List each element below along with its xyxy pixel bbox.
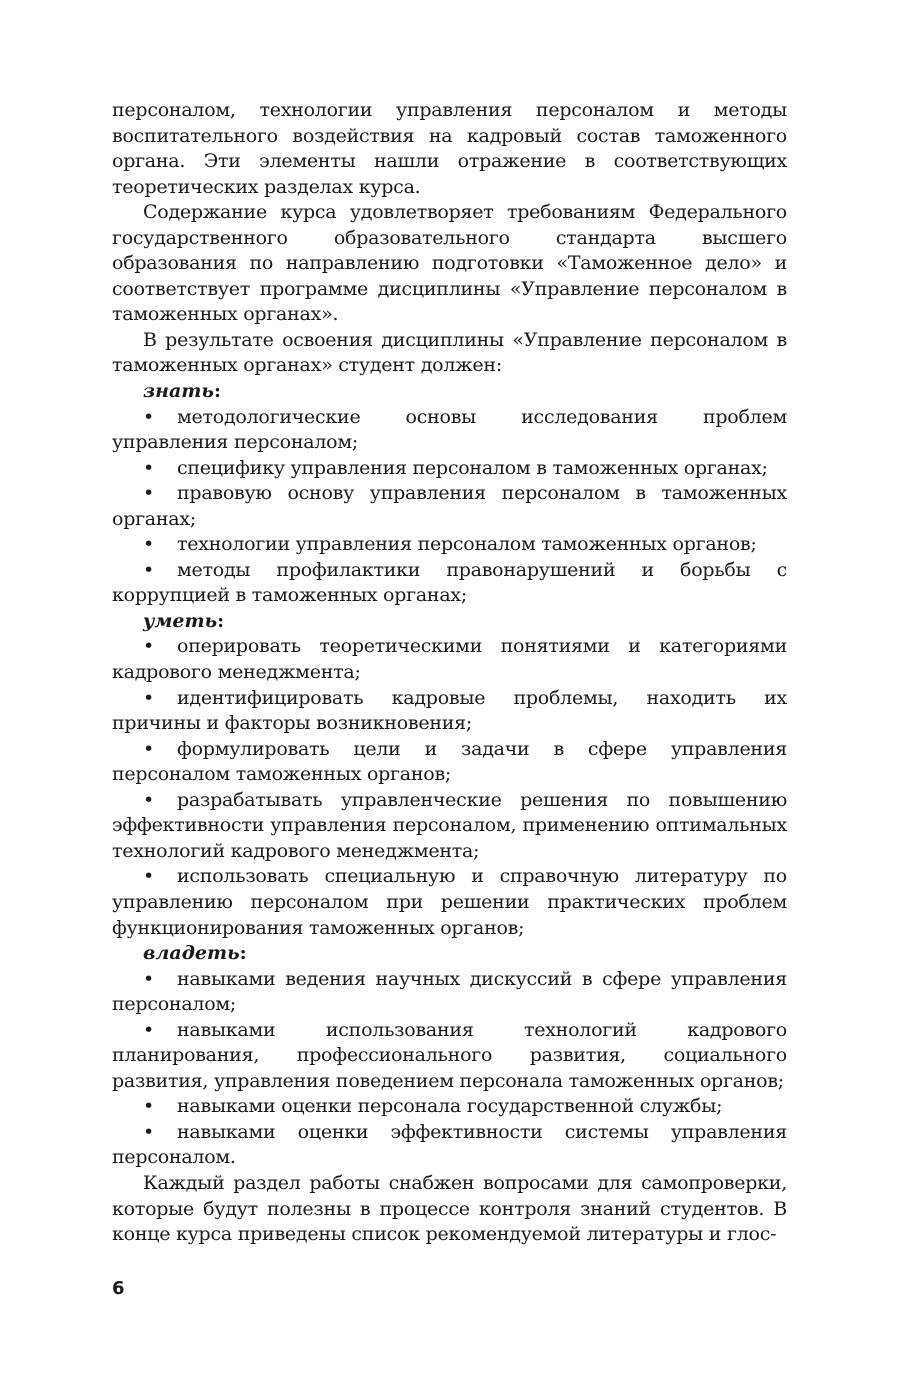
list-item-text: специфику управления персоналом в таможенных органах; xyxy=(177,456,768,479)
bullet-icon: • xyxy=(143,1018,154,1041)
possess-list xyxy=(112,967,787,1171)
bullet-icon: • xyxy=(143,967,154,990)
bullet-icon: • xyxy=(143,405,154,428)
list-item xyxy=(112,634,787,685)
list-item xyxy=(112,1120,787,1171)
possess-heading xyxy=(112,941,787,967)
list-item-text: навыками оценки персонала государственной службы; xyxy=(177,1095,723,1118)
possess-heading-colon: : xyxy=(239,942,247,965)
list-item-text: навыками использования технологий кадрового планирования, профессионального развития, социального развития, управления поведением персонала таможенных органов; xyxy=(112,1018,787,1092)
list-item xyxy=(112,481,787,532)
bullet-icon: • xyxy=(143,788,154,811)
list-item xyxy=(112,737,787,788)
closing-paragraph: Каждый раздел работы снабжен вопросами для самопроверки, которые будут полезны в процессе контроля знаний студентов. В конце курса приведены список рекомендуемой литературы и глос- xyxy=(112,1171,787,1246)
list-item-text: идентифицировать кадровые проблемы, находить их причины и факторы возникновения; xyxy=(112,686,787,735)
can-list xyxy=(112,634,787,941)
list-item-text: методы профилактики правонарушений и борьбы с коррупцией в таможенных органах; xyxy=(112,558,787,607)
list-item xyxy=(112,788,787,865)
list-item xyxy=(112,686,787,737)
list-item xyxy=(112,456,787,482)
know-heading-label: знать xyxy=(143,380,214,403)
list-item xyxy=(112,1094,787,1120)
list-item xyxy=(112,1018,787,1095)
list-item xyxy=(112,558,787,609)
bullet-icon: • xyxy=(143,737,154,760)
bullet-icon: • xyxy=(143,1120,154,1143)
bullet-icon: • xyxy=(143,686,154,709)
list-item-text: технологии управления персоналом таможенных органов; xyxy=(177,533,757,556)
list-item-text: навыками оценки эффективности системы управления персоналом. xyxy=(112,1120,787,1169)
bullet-icon: • xyxy=(143,558,154,581)
can-heading xyxy=(112,609,787,635)
list-item-text: методологические основы исследования проблем управления персоналом; xyxy=(112,405,787,454)
list-item xyxy=(112,864,787,941)
intro-continuation-paragraph: персоналом, технологии управления персоналом и методы воспитательного воздействия на кадровый состав таможенного органа. Эти элементы нашли отражение в соответствующих теоретических разделах курса. xyxy=(112,99,787,198)
list-item-text: формулировать цели и задачи в сфере управления персоналом таможенных органов; xyxy=(112,737,787,786)
list-item xyxy=(112,967,787,1018)
list-item-text: использовать специальную и справочную литературу по управлению персоналом при решении практических проблем функционирования таможенных органов; xyxy=(112,865,787,939)
result-paragraph: В результате освоения дисциплины «Управление персоналом в таможенных органах» студент должен: xyxy=(112,328,787,377)
possess-heading-label: владеть xyxy=(143,942,240,965)
know-heading xyxy=(112,379,787,405)
list-item-text: разрабатывать управленческие решения по повышению эффективности управления персоналом, применению оптимальных технологий кадрового менеджмента; xyxy=(112,788,787,862)
know-heading-colon: : xyxy=(213,380,221,403)
know-list xyxy=(112,405,787,609)
list-item-text: оперировать теоретическими понятиями и категориями кадрового менеджмента; xyxy=(112,635,787,684)
list-item xyxy=(112,532,787,558)
can-heading-label: уметь xyxy=(143,609,218,632)
list-item-text: навыками ведения научных дискуссий в сфере управления персоналом; xyxy=(112,967,787,1016)
bullet-icon: • xyxy=(143,482,154,505)
can-heading-colon: : xyxy=(217,609,225,632)
bullet-icon: • xyxy=(143,635,154,658)
standard-paragraph: Содержание курса удовлетворяет требованиям Федерального государственного образовательного стандарта высшего образования по направлению подготовки «Таможенное дело» и соответствует программе дисциплины «Управление персоналом в таможенных органах». xyxy=(112,201,787,326)
page-number: 6 xyxy=(112,1278,125,1299)
bullet-icon: • xyxy=(143,533,154,556)
list-item xyxy=(112,405,787,456)
bullet-icon: • xyxy=(143,1095,154,1118)
list-item-text: правовую основу управления персоналом в таможенных органах; xyxy=(112,482,787,530)
page-body xyxy=(112,98,787,1248)
bullet-icon: • xyxy=(143,456,154,479)
bullet-icon: • xyxy=(143,865,154,888)
